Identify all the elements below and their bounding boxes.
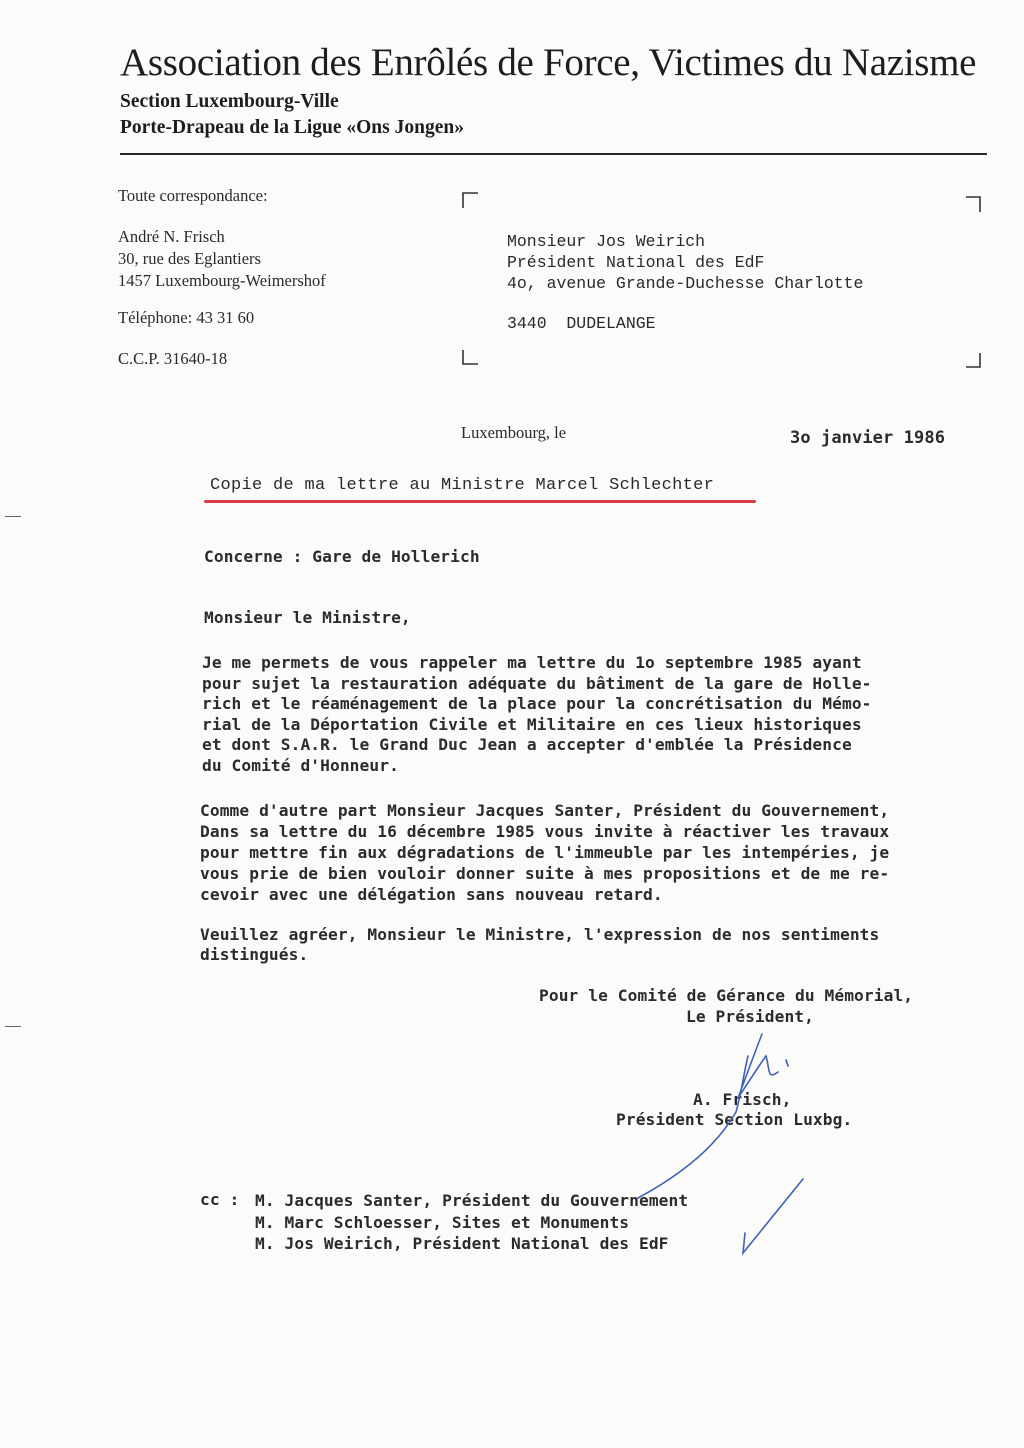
letterhead-section: Section Luxembourg-Ville <box>120 91 339 112</box>
signature-name: A. Frisch, <box>693 1090 792 1109</box>
paragraph-2-line: Dans sa lettre du 16 décembre 1985 vous invite à réactiver les travaux <box>200 822 890 841</box>
paragraph-1-line: Je me permets de vous rappeler ma lettre du 1o septembre 1985 ayant <box>202 653 862 672</box>
letterhead-subtitle: Porte-Drapeau de la Ligue «Ons Jongen» <box>120 117 464 138</box>
recipient-postcode-city: 3440 DUDELANGE <box>507 314 656 333</box>
dateline-place: Luxembourg, le <box>461 423 567 442</box>
window-corner-top-left <box>462 192 478 208</box>
fold-mark-bottom <box>5 1026 21 1027</box>
subject-line: Concerne : Gare de Hollerich <box>204 547 480 566</box>
signature-committee: Pour le Comité de Gérance du Mémorial, <box>539 986 914 1005</box>
paragraph-2-line: Comme d'autre part Monsieur Jacques Santer, Président du Gouvernement, <box>200 801 890 820</box>
cc-recipient: M. Marc Schloesser, Sites et Monuments <box>255 1212 630 1232</box>
paragraph-1-line: et dont S.A.R. le Grand Duc Jean a accepter d'emblée la Présidence <box>202 735 852 754</box>
fold-mark-top <box>5 516 21 517</box>
paragraph-2-line: vous prie de bien vouloir donner suite à mes propositions et de me re- <box>200 864 890 883</box>
paragraph-1 <box>202 653 872 776</box>
sender-ccp: C.C.P. 31640-18 <box>118 349 228 368</box>
cc-recipient: M. Jos Weirich, Président National des EdF <box>255 1234 669 1253</box>
dateline-date: 3o janvier 1986 <box>790 428 946 448</box>
salutation: Monsieur le Ministre, <box>204 608 411 627</box>
cc-recipient: M. Jacques Santer, Président du Gouvernement <box>255 1191 689 1210</box>
cc-label: cc : <box>200 1190 240 1209</box>
paragraph-1-line: rich et le réaménagement de la place pour la concrétisation du Mémo- <box>202 694 872 713</box>
closing-line: distingués. <box>200 945 309 964</box>
handwritten-signature <box>620 1020 810 1200</box>
copy-note: Copie de ma lettre au Ministre Marcel Schlechter <box>210 476 715 495</box>
sender-street: 30, rue des Eglantiers <box>118 249 261 268</box>
sender-phone: Téléphone: 43 31 60 <box>118 308 255 327</box>
paragraph-2 <box>200 800 889 905</box>
paragraph-1-line: du Comité d'Honneur. <box>202 755 399 775</box>
window-corner-bottom-right <box>966 353 982 369</box>
sender-name: André N. Frisch <box>118 227 225 246</box>
window-corner-top-right <box>966 196 982 212</box>
cc-list <box>255 1190 688 1255</box>
sender-city: 1457 Luxembourg-Weimershof <box>118 271 326 290</box>
recipient-line-3: 4o, avenue Grande-Duchesse Charlotte <box>507 274 864 293</box>
sender-label: Toute correspondance: <box>118 186 268 205</box>
closing-line: Veuillez agréer, Monsieur le Ministre, l'expression de nos sentiments <box>200 925 880 944</box>
letterhead-title: Association des Enrôlés de Force, Victimes du Nazisme <box>120 41 977 84</box>
recipient-line-2: Président National des EdF <box>507 253 765 272</box>
signature-title: Président Section Luxbg. <box>616 1110 853 1129</box>
recipient-line-1: Monsieur Jos Weirich <box>507 232 706 251</box>
window-corner-bottom-left <box>462 350 478 366</box>
checkmark-stroke <box>735 1175 815 1260</box>
closing <box>200 925 879 965</box>
paragraph-2-line: pour mettre fin aux dégradations de l'immeuble par les intempéries, je <box>200 843 890 862</box>
copy-note-underline <box>204 500 756 503</box>
letterhead-divider <box>120 153 987 155</box>
paragraph-1-line: pour sujet la restauration adéquate du bâtiment de la gare de Holle- <box>202 673 872 693</box>
paragraph-1-line: rial de la Déportation Civile et Militaire en ces lieux historiques <box>202 714 862 734</box>
signature-role: Le Président, <box>686 1007 814 1026</box>
paragraph-2-line: cevoir avec une délégation sans nouveau retard. <box>200 885 663 904</box>
